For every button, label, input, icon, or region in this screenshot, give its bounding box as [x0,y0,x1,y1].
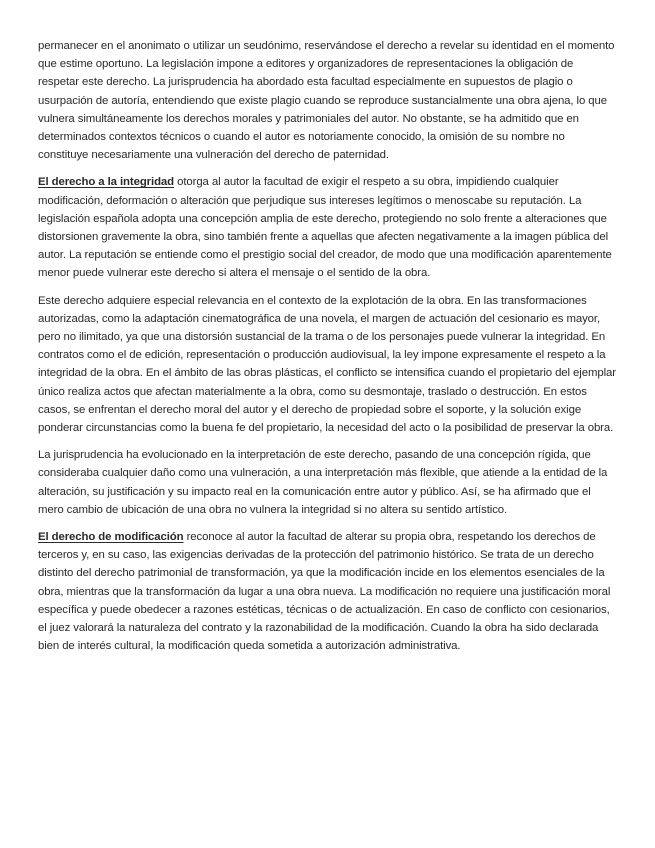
paragraph-4 [38,446,616,519]
heading-derecho-integridad: El derecho a la integridad [38,176,175,189]
paragraph-2 [38,173,616,282]
paragraph-1-text: permanecer en el anonimato o utilizar un seudónimo, reservándose el derecho a revelar su identidad en el momento que estime oportuno. La legislación impone a editores y organizadores de representaciones la obligación de respetar este derecho. La jurisprudencia ha abordado esta facultad especialmente en supuestos de plagio o usurpación de autoría, entendiendo que existe plagio cuando se reproduce sustancialmente una obra ajena, lo que vulnera simultáneamente los derechos morales y patrimoniales del autor. No obstante, se ha admitido que en determinados contextos técnicos o cuando el autor es notoriamente conocido, la omisión de su nombre no constituye necesariamente una vulneración del derecho de paternidad. [38,40,615,162]
paragraph-1 [38,37,616,164]
paragraph-3-text: Este derecho adquiere especial relevancia en el contexto de la explotación de la obra. En las transformaciones autorizadas, como la adaptación cinematográfica de una novela, el margen de actuación del cesionario es mayor, pero no ilimitado, ya que una distorsión sustancial de la trama o de los personajes puede vulnerar la integridad. En contratos como el de edición, representación o producción audiovisual, la ley impone expresamente el respeto a la integridad de la obra. En el ámbito de las obras plásticas, el conflicto se intensifica cuando el propietario del ejemplar único realiza actos que afectan materialmente a la obra, como su desmontaje, traslado o destrucción. En estos casos, se enfrentan el derecho moral del autor y el derecho de propiedad sobre el soporte, y la solución exige ponderar circunstancias como la buena fe del propietario, la necesidad del acto o la posibilidad de preservar la obra. [38,294,616,435]
document-body [38,37,616,665]
heading-derecho-modificacion: El derecho de modificación [38,531,184,544]
paragraph-3 [38,292,616,438]
paragraph-5-text: reconoce al autor la facultad de alterar su propia obra, respetando los derechos de terceros y, en su caso, las exigencias derivadas de la protección del patrimonio histórico. Se trata de un derecho distinto del derecho patrimonial de transformación, ya que la modificación incide en los elementos esenciales de la obra, mientras que la transformación da lugar a una obra nueva. La modificación no requiere una justificación moral específica y puede obedecer a razones estéticas, técnicas o de actualización. En caso de conflicto con cesionarios, el juez valorará la naturaleza del contrato y la razonabilidad de la modificación. Cuando la obra ha sido declarada bien de interés cultural, la modificación queda sometida a autorización administrativa. [38,531,611,653]
paragraph-2-text: otorga al autor la facultad de exigir el respeto a su obra, impidiendo cualquier modificación, deformación o alteración que perjudique sus intereses legítimos o menoscabe su reputación. La legislación española adopta una concepción amplia de este derecho, protegiendo no solo frente a alteraciones que distorsionen gravemente la obra, sino también frente a aquellas que afecten negativamente a la imagen pública del autor. La reputación se entiende como el prestigio social del creador, de modo que una modificación aparentemente menor puede vulnerar este derecho si altera el mensaje o el sentido de la obra. [38,176,612,280]
paragraph-4-text: La jurisprudencia ha evolucionado en la interpretación de este derecho, pasando de una concepción rígida, que consideraba cualquier daño como una vulneración, a una interpretación más flexible, que atiende a la entidad de la alteración, su justificación y su impacto real en la comunicación entre autor y público. Así, se ha afirmado que el mero cambio de ubicación de una obra no vulnera la integridad si no altera su sentido artístico. [38,449,608,516]
paragraph-5 [38,528,616,655]
